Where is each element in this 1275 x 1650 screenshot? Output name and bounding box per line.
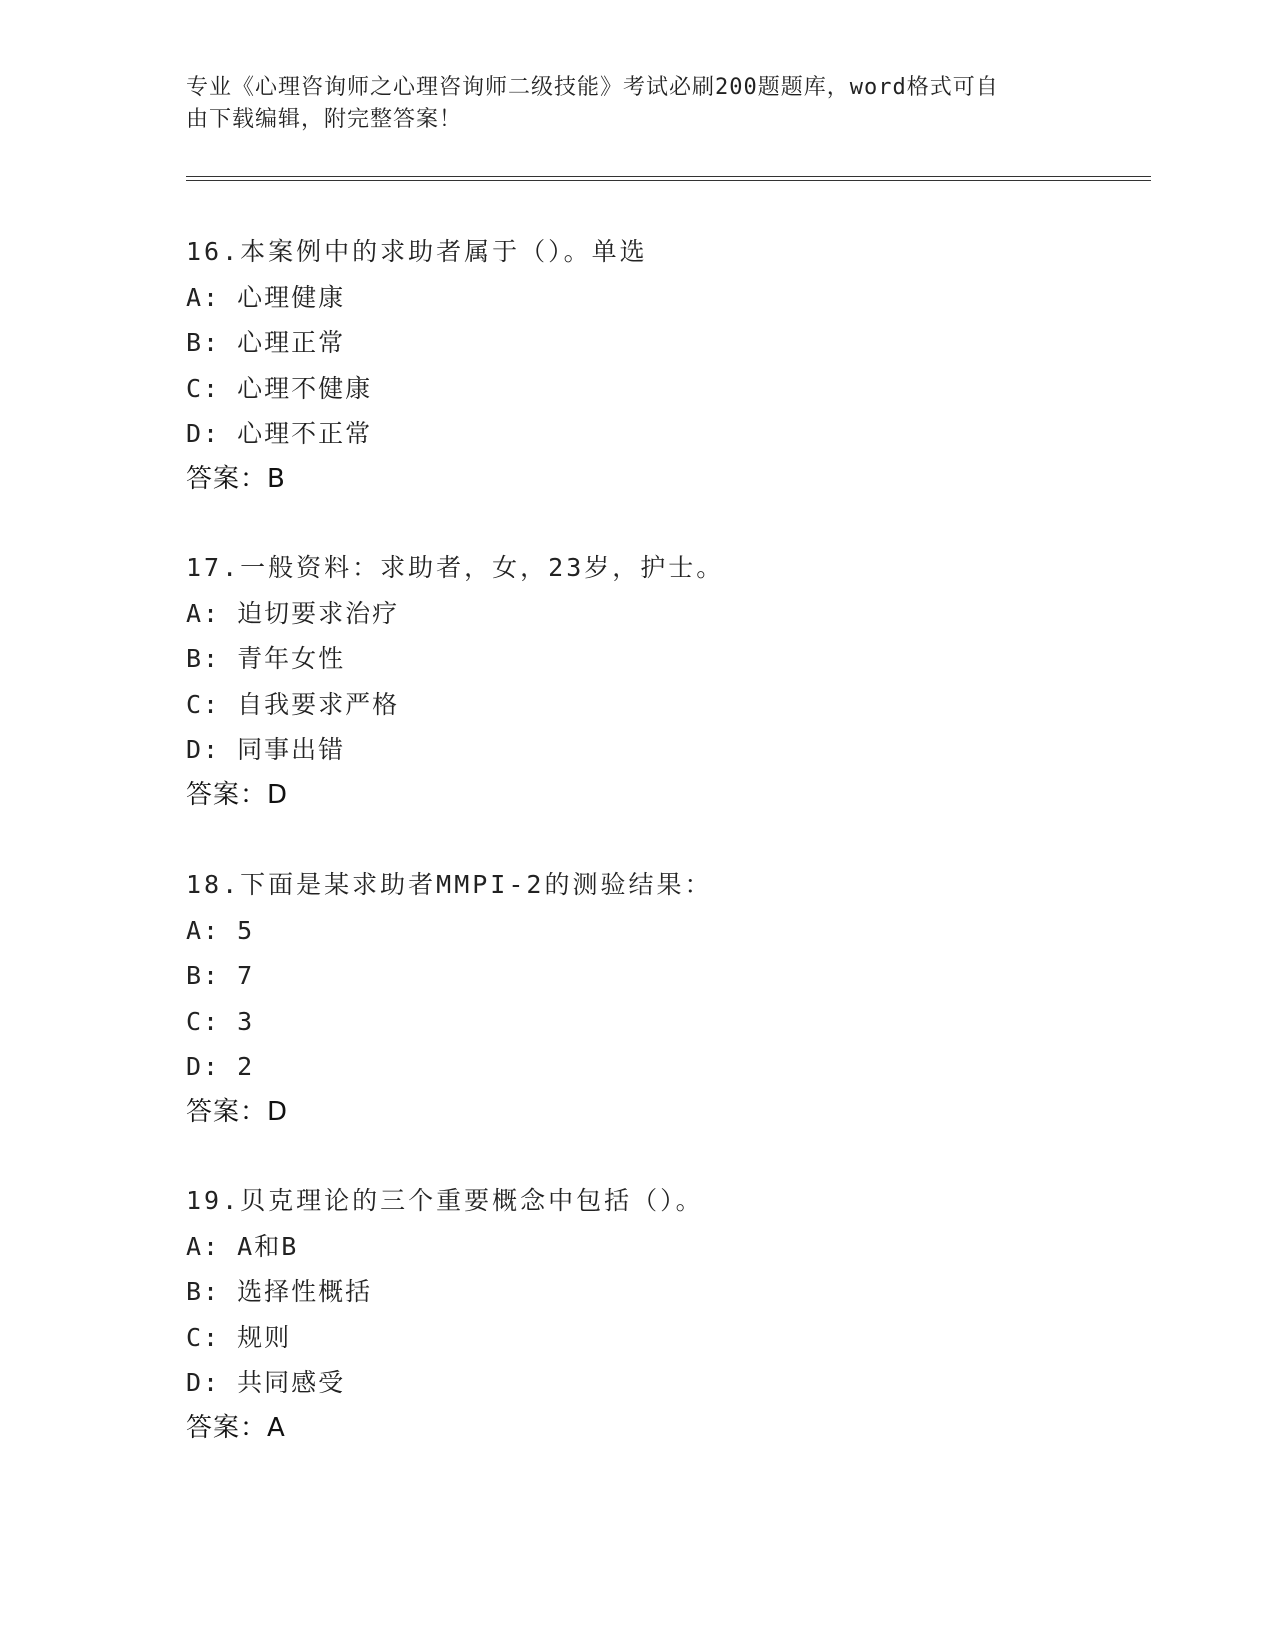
option-b: B: 选择性概括 [186, 1277, 373, 1306]
option-b: B: 青年女性 [186, 644, 346, 673]
option-a: A: 迫切要求治疗 [186, 598, 400, 628]
option-a: A: 5 [186, 915, 255, 945]
answer-line: 答案：B [186, 463, 286, 494]
option-d: D: 同事出错 [186, 735, 346, 764]
answer-line: 答案：A [186, 1412, 286, 1443]
option-a: A: 心理健康 [186, 282, 346, 312]
option-c: C: 心理不健康 [186, 373, 373, 403]
answer-line: 答案：D [186, 1096, 289, 1127]
question-stem: 17.一般资料：求助者，女，23岁，护士。 [186, 553, 725, 582]
question-stem: 16.本案例中的求助者属于（）。单选 [186, 237, 648, 266]
header-divider [186, 176, 1151, 181]
answer-line: 答案：D [186, 779, 289, 810]
option-c: C: 3 [186, 1006, 255, 1036]
option-b: B: 7 [186, 961, 255, 990]
question-stem: 18.下面是某求助者MMPI-2的测验结果： [186, 870, 713, 899]
question-19 [186, 1178, 1086, 1451]
option-b: B: 心理正常 [186, 328, 346, 357]
option-c: C: 规则 [186, 1322, 292, 1352]
header-line-2: 由下载编辑，附完整答案！ [186, 107, 463, 132]
question-stem: 19.贝克理论的三个重要概念中包括（）。 [186, 1186, 704, 1215]
question-17 [186, 545, 1086, 818]
option-d: D: 心理不正常 [186, 419, 373, 448]
header-line-1: 专业《心理咨询师之心理咨询师二级技能》考试必刷200题题库，word格式可自 [186, 75, 999, 100]
option-a: A: A和B [186, 1231, 299, 1261]
question-18 [186, 862, 1086, 1135]
question-16 [186, 229, 1086, 502]
option-d: D: 2 [186, 1052, 255, 1081]
document-header [186, 72, 1066, 136]
option-d: D: 共同感受 [186, 1368, 346, 1397]
option-c: C: 自我要求严格 [186, 689, 400, 719]
